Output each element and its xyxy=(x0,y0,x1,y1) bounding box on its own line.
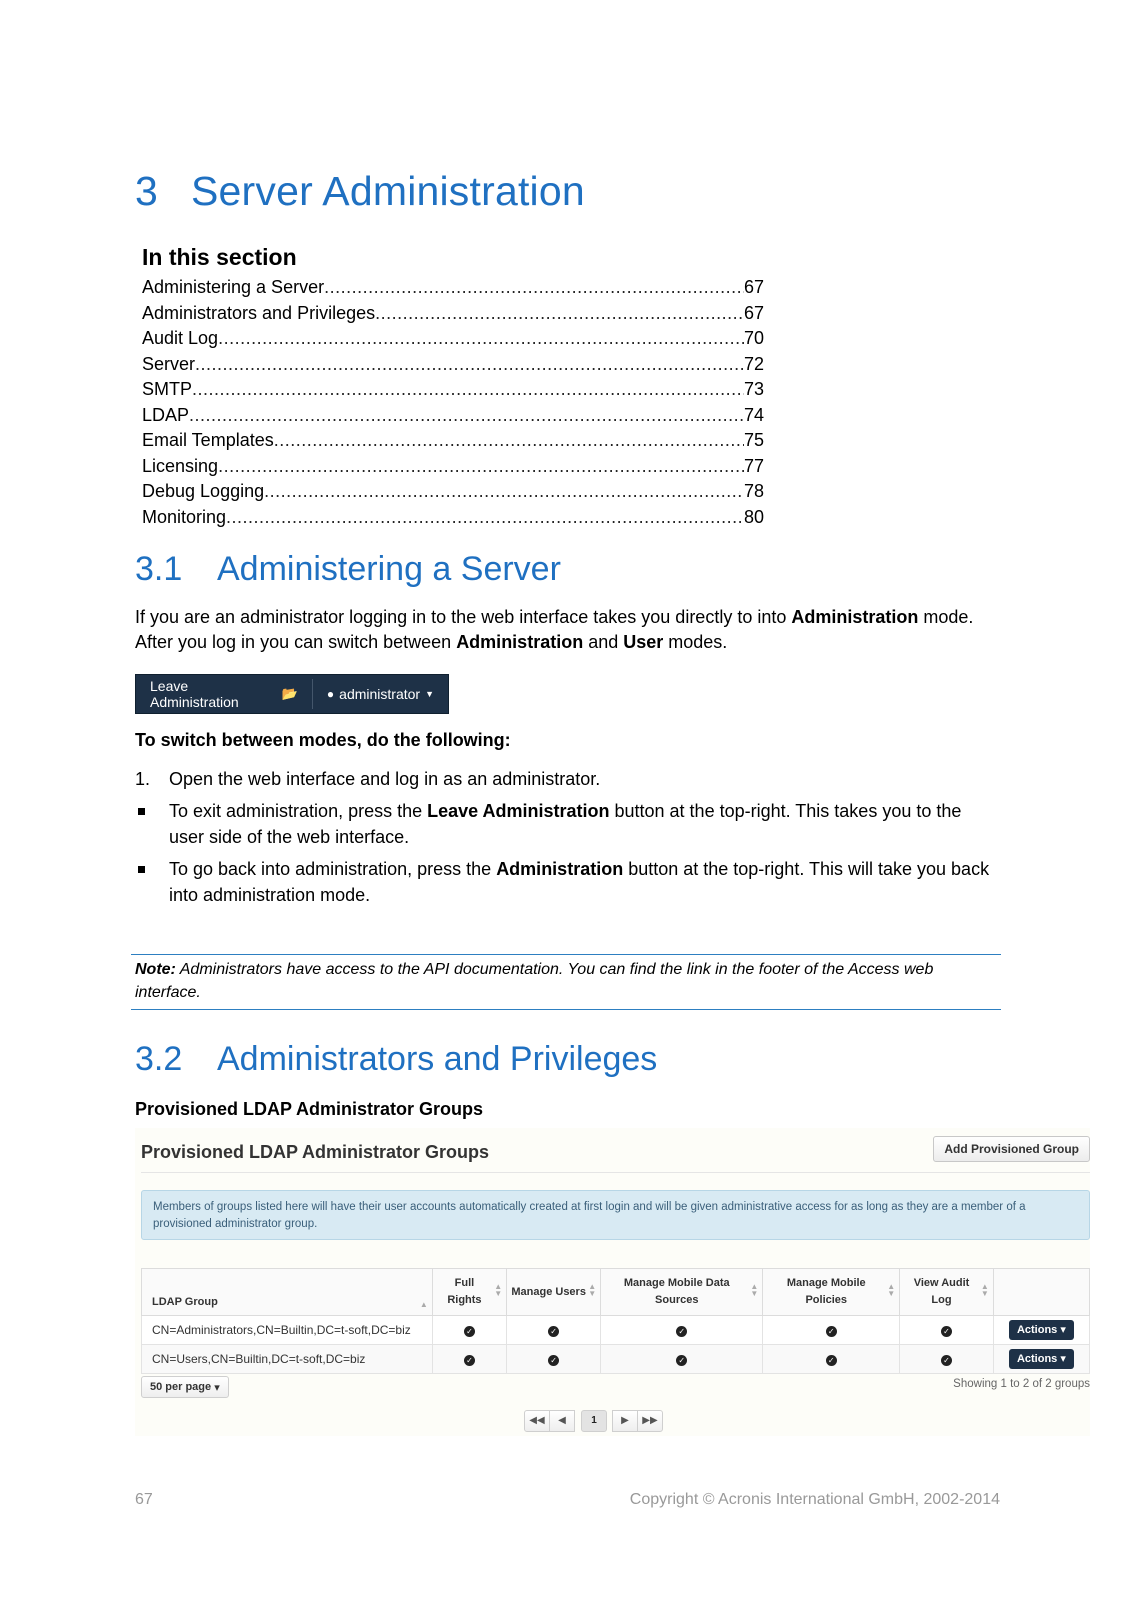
toc-item[interactable]: Monitoring ..... 80 xyxy=(142,505,764,531)
section-heading-3-2: 3.2 Administrators and Privileges xyxy=(135,1040,658,1078)
sort-icon: ▲ ▼ xyxy=(750,1282,759,1298)
list-item: To exit administration, press the Leave Administration button at the top-right. This takes you to the user side of the web interface. xyxy=(135,798,995,850)
check-icon: ✓ xyxy=(676,1326,687,1337)
toc-item[interactable]: Server ..... 72 xyxy=(142,352,764,378)
column-header[interactable]: LDAP Group ▲ xyxy=(142,1269,433,1316)
caret-down-icon: ▼ xyxy=(425,689,434,699)
pagination xyxy=(525,1410,663,1432)
check-icon: ✓ xyxy=(826,1355,837,1366)
check-icon: ✓ xyxy=(548,1326,559,1337)
add-provisioned-group-button[interactable]: Add Provisioned Group xyxy=(933,1136,1090,1162)
first-page-icon[interactable]: ◀◀ xyxy=(524,1410,550,1432)
groups-table xyxy=(141,1268,1090,1374)
footer-page-number: 67 xyxy=(135,1491,153,1508)
chapter-title-text: Server Administration xyxy=(191,168,585,214)
check-icon: ✓ xyxy=(548,1355,559,1366)
note-box: Note: Administrators have access to the API documentation. You can find the link in the footer of the Access web interface. xyxy=(131,954,1001,1010)
toc-item[interactable]: SMTP ..... 73 xyxy=(142,377,764,403)
section-toc xyxy=(142,243,764,530)
sort-icon: ▲ ▼ xyxy=(494,1282,503,1298)
list-item: 1. Open the web interface and log in as an administrator. xyxy=(135,769,601,789)
last-page-icon[interactable]: ▶▶ xyxy=(637,1410,663,1432)
steps-list xyxy=(135,766,995,914)
toc-item[interactable]: Debug Logging ..... 78 xyxy=(142,479,764,505)
column-header[interactable]: Full Rights ▲ ▼ xyxy=(432,1269,506,1316)
column-header[interactable]: View Audit Log ▲ ▼ xyxy=(900,1269,994,1316)
toc-item[interactable]: Licensing ..... 77 xyxy=(142,454,764,480)
intro-paragraph: If you are an administrator logging in to the web interface takes you directly to into Administration mode. After you log in you can switch between Administration and User modes. xyxy=(135,607,974,652)
ldap-group-cell: CN=Administrators,CN=Builtin,DC=t-soft,DC=biz xyxy=(142,1316,433,1345)
table-row xyxy=(142,1345,1090,1374)
check-icon: ✓ xyxy=(676,1355,687,1366)
column-header[interactable]: Manage Mobile Data Sources ▲ ▼ xyxy=(601,1269,763,1316)
check-icon: ✓ xyxy=(941,1355,952,1366)
steps-heading: To switch between modes, do the following: xyxy=(135,730,511,750)
table-row xyxy=(142,1316,1090,1345)
folder-open-icon: 📂 xyxy=(281,686,298,701)
actions-column-header xyxy=(993,1269,1089,1316)
toc-item[interactable]: Administrators and Privileges ..... 67 xyxy=(142,301,764,327)
ldap-group-cell: CN=Users,CN=Builtin,DC=t-soft,DC=biz xyxy=(142,1345,433,1374)
toc-title: In this section xyxy=(142,244,297,270)
column-header[interactable]: Manage Users ▲ ▼ xyxy=(507,1269,601,1316)
prev-page-icon[interactable]: ◀ xyxy=(549,1410,575,1432)
provisioned-groups-heading: Provisioned LDAP Administrator Groups xyxy=(135,1099,484,1119)
check-icon: ✓ xyxy=(826,1326,837,1337)
sort-icon: ▲ ▼ xyxy=(588,1282,597,1298)
toc-item[interactable]: Audit Log ..... 70 xyxy=(142,326,764,352)
info-alert: Members of groups listed here will have their user accounts automatically created at first login and will be given administrative access for as long as they are a member of a provisioned administrator group. xyxy=(141,1190,1090,1240)
bullet-icon xyxy=(138,866,145,873)
bullet-icon xyxy=(138,808,145,815)
per-page-dropdown[interactable]: 50 per page ▾ xyxy=(141,1376,229,1398)
toc-item[interactable]: Email Templates ..... 75 xyxy=(142,428,764,454)
sort-icon: ▲ ▼ xyxy=(887,1282,896,1298)
toc-item[interactable]: Administering a Server ..... 67 xyxy=(142,275,764,301)
provisioned-groups-screenshot xyxy=(135,1128,1090,1436)
user-icon: ● xyxy=(326,687,335,701)
footer-copyright: Copyright © Acronis International GmbH, 2002-2014 xyxy=(629,1491,1000,1508)
sort-icon: ▲ xyxy=(419,1300,428,1309)
actions-button[interactable]: Actions ▾ xyxy=(1009,1320,1074,1340)
actions-button[interactable]: Actions ▾ xyxy=(1009,1349,1074,1369)
panel-title: Provisioned LDAP Administrator Groups xyxy=(141,1142,490,1162)
page-1-button[interactable]: 1 xyxy=(581,1410,607,1432)
leave-administration-button[interactable]: Leave Administration 📂 xyxy=(150,678,298,710)
section-heading-3-1: 3.1 Administering a Server xyxy=(135,550,561,588)
column-header[interactable]: Manage Mobile Policies ▲ ▼ xyxy=(763,1269,900,1316)
user-menu-button[interactable]: ● administrator ▼ xyxy=(326,686,434,702)
showing-count: Showing 1 to 2 of 2 groups xyxy=(953,1378,1090,1390)
sort-icon: ▲ ▼ xyxy=(980,1282,989,1298)
check-icon: ✓ xyxy=(941,1326,952,1337)
list-item: To go back into administration, press the Administration button at the top-right. This will take you back into administration mode. xyxy=(135,856,995,908)
mode-toolbar xyxy=(135,674,449,714)
chapter-number: 3 xyxy=(135,168,159,214)
check-icon: ✓ xyxy=(464,1326,475,1337)
check-icon: ✓ xyxy=(464,1355,475,1366)
chapter-title xyxy=(135,168,585,215)
next-page-icon[interactable]: ▶ xyxy=(612,1410,638,1432)
toc-item[interactable]: LDAP ..... 74 xyxy=(142,403,764,429)
